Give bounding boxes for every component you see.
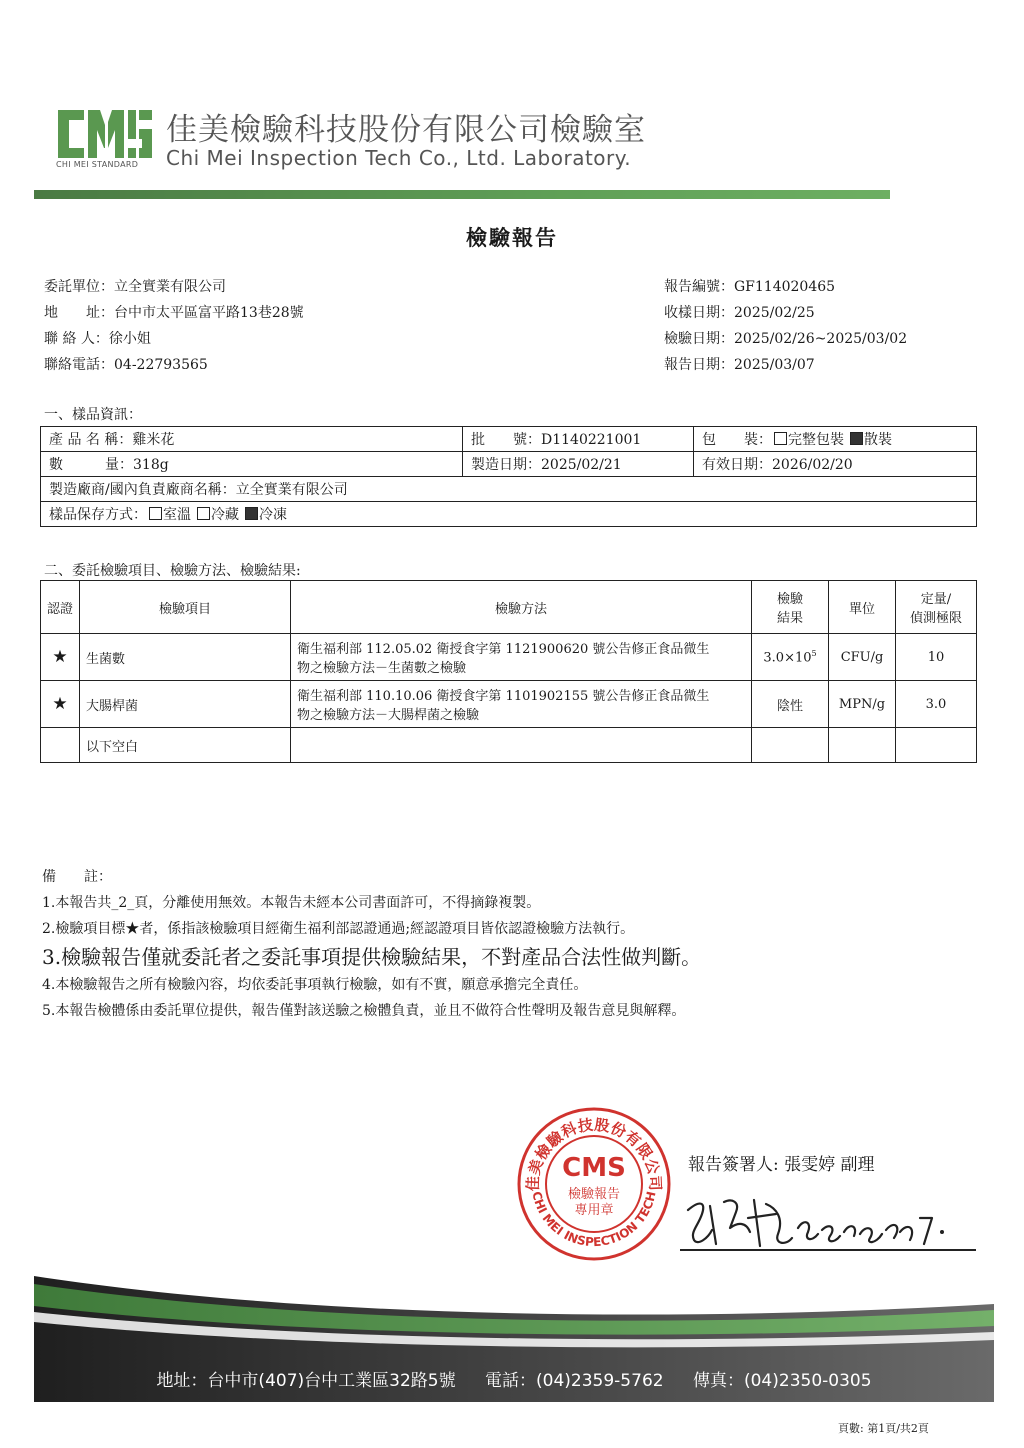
storage-option-frozen: 冷凍 bbox=[259, 507, 287, 523]
seal-center-1: 檢驗報告 bbox=[567, 1187, 621, 1202]
packaging-option-sealed: 完整包裝 bbox=[788, 432, 844, 448]
header-item: 檢驗項目 bbox=[80, 581, 291, 634]
footer-address: 地址：台中市(407)台中工業區32路5號 bbox=[156, 1371, 456, 1391]
packaging bbox=[694, 427, 977, 452]
handwritten-signature bbox=[680, 1188, 980, 1254]
blank-row-label: 以下空白 bbox=[80, 728, 291, 763]
notes bbox=[42, 864, 701, 1024]
header-unit: 單位 bbox=[829, 581, 896, 634]
test-item: 生菌數 bbox=[80, 634, 291, 681]
product-name: 產 品 名 稱：雞米花 bbox=[41, 427, 463, 452]
manufacturer: 製造廠商/國內負責廠商名稱：立全實業有限公司 bbox=[41, 477, 977, 502]
test-unit: MPN/g bbox=[829, 681, 896, 728]
note-2: 2.檢驗項目標★者，係指該檢驗項目經衛生福利部認證通過;經認證項目皆依認證檢驗方法執行。 bbox=[42, 921, 635, 937]
storage-method bbox=[41, 502, 977, 527]
company-name-en: Chi Mei Inspection Tech Co., Ltd. Laboratory. bbox=[166, 146, 632, 170]
star-icon: ★ bbox=[41, 681, 80, 728]
quantity: 數 量：318g bbox=[41, 452, 463, 477]
test-result: $3.0\times 10^5$ bbox=[752, 634, 829, 681]
test-limit: 3.0 bbox=[896, 681, 977, 728]
page-number: 頁數: 第1頁/共2頁 bbox=[838, 1422, 929, 1435]
test-limit: 10 bbox=[896, 634, 977, 681]
storage-option-room: 室溫 bbox=[163, 507, 191, 523]
packaging-option-bulk: 散裝 bbox=[864, 432, 892, 448]
table-row bbox=[41, 681, 977, 728]
checkbox-unchecked-icon bbox=[774, 432, 787, 445]
test-method: 衛生福利部 110.10.06 衛授食字第 1101902155 號公告修正食品微生 物之檢驗方法－大腸桿菌之檢驗 bbox=[291, 681, 752, 728]
table-row bbox=[41, 728, 977, 763]
test-method: 衛生福利部 112.05.02 衛授食字第 1121900620 號公告修正食品微生 物之檢驗方法－生菌數之檢驗 bbox=[291, 634, 752, 681]
manufacture-date: 製造日期：2025/02/21 bbox=[463, 452, 694, 477]
notes-title: 備 註： bbox=[42, 869, 112, 885]
sample-info-table bbox=[40, 426, 977, 527]
company-seal-stamp bbox=[516, 1106, 672, 1262]
test-results-table bbox=[40, 580, 977, 763]
test-result: 陰性 bbox=[752, 681, 829, 728]
header-divider bbox=[34, 190, 890, 199]
header-limit: 定量/ 偵測極限 bbox=[896, 581, 977, 634]
document-title: 檢驗報告 bbox=[466, 225, 558, 250]
client-phone: 聯絡電話：04-22793565 bbox=[44, 357, 208, 373]
test-item: 大腸桿菌 bbox=[80, 681, 291, 728]
footer-phone: 電話：(04)2359-5762 bbox=[485, 1371, 664, 1391]
report-number: 報告編號：GF114020465 bbox=[664, 279, 836, 295]
client-unit: 委託單位：立全實業有限公司 bbox=[44, 279, 226, 295]
company-name-zh: 佳美檢驗科技股份有限公司檢驗室 bbox=[166, 112, 646, 148]
checkbox-checked-icon bbox=[245, 507, 258, 520]
seal-center-2: 專用章 bbox=[574, 1203, 614, 1218]
batch-number: 批 號：D1140221001 bbox=[463, 427, 694, 452]
footer-contact bbox=[34, 1366, 994, 1391]
signature-line bbox=[680, 1249, 976, 1251]
seal-logo: CMS bbox=[562, 1153, 626, 1183]
client-contact: 聯 絡 人：徐小姐 bbox=[44, 331, 151, 347]
received-date: 收樣日期：2025/02/25 bbox=[664, 305, 815, 321]
seal-ring-top: 佳美檢驗科技股份有限公司 bbox=[523, 1115, 665, 1192]
sample-section-title: 一、樣品資訊： bbox=[44, 407, 142, 423]
logo-caption: CHI MEI STANDARD bbox=[56, 160, 139, 169]
header-cert: 認證 bbox=[41, 581, 80, 634]
checkbox-unchecked-icon bbox=[197, 507, 210, 520]
star-icon: ★ bbox=[41, 634, 80, 681]
expiry-date: 有效日期：2026/02/20 bbox=[694, 452, 977, 477]
seal-ring-bottom: CHI MEI INSPECTION TECH bbox=[529, 1190, 659, 1250]
note-1: 1.本報告共_2_頁，分離使用無效。本報告未經本公司書面許可，不得摘錄複製。 bbox=[42, 895, 541, 911]
checkbox-unchecked-icon bbox=[149, 507, 162, 520]
client-info bbox=[44, 274, 304, 378]
tests-section-title: 二、委託檢驗項目、檢驗方法、檢驗結果: bbox=[44, 563, 301, 579]
packaging-label: 包 裝： bbox=[702, 432, 772, 448]
note-4: 4.本檢驗報告之所有檢驗內容，均依委託事項執行檢驗，如有不實，願意承擔完全責任。 bbox=[42, 977, 588, 993]
footer-fax: 傳真：(04)2350-0305 bbox=[692, 1371, 872, 1391]
storage-option-chilled: 冷藏 bbox=[211, 507, 239, 523]
report-info bbox=[664, 274, 907, 378]
test-date: 檢驗日期：2025/02/26~2025/03/02 bbox=[664, 331, 908, 347]
table-row bbox=[41, 634, 977, 681]
header-result: 檢驗 結果 bbox=[752, 581, 829, 634]
test-unit: CFU/g bbox=[829, 634, 896, 681]
note-5: 5.本報告檢體係由委託單位提供，報告僅對該送驗之檢體負責，並且不做符合性聲明及報告意見與解釋。 bbox=[42, 1003, 686, 1019]
storage-label: 樣品保存方式： bbox=[49, 507, 147, 523]
note-3: 3.檢驗報告僅就委託者之委託事項提供檢驗結果，不對產品合法性做判斷。 bbox=[42, 945, 702, 969]
report-date: 報告日期：2025/03/07 bbox=[664, 357, 815, 373]
signer: 報告簽署人: 張雯婷 副理 bbox=[688, 1155, 875, 1175]
checkbox-checked-icon bbox=[850, 432, 863, 445]
client-address: 地 址：台中市太平區富平路13巷28號 bbox=[44, 305, 304, 321]
header-method: 檢驗方法 bbox=[291, 581, 752, 634]
